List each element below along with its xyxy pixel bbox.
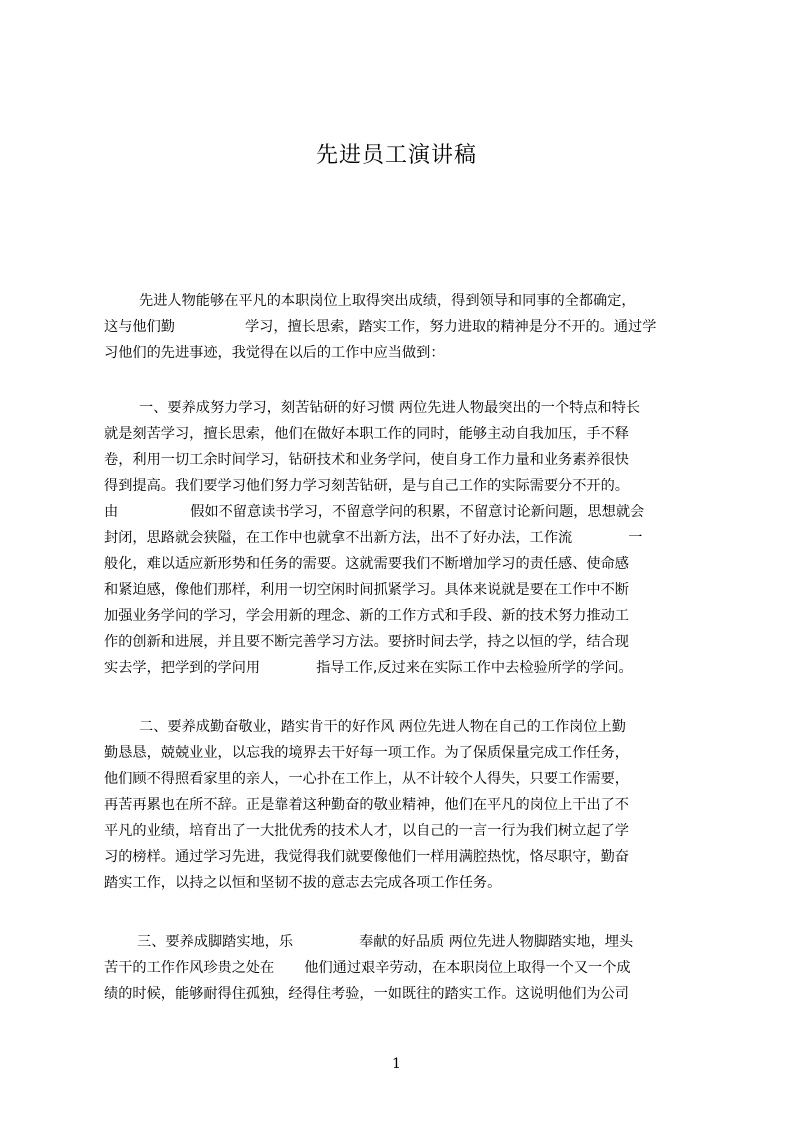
text-line: 就是刻苦学习，擅长思索，他们在做好本职工作的同时，能够主动自我加压，手不释: [104, 426, 629, 442]
text-line: 勤恳恳，兢兢业业，以忘我的境界去干好每一项工作。为了保质保量完成工作任务，: [104, 745, 629, 761]
text-line: 得到提高。我们要学习他们努力学习刻苦钻研，是与自己工作的实际需要分不开的。: [104, 478, 629, 494]
text-line: 习的榜样。通过学习先进，我觉得我们就要像他们一样用满腔热忱，恪尽职守，勤奋: [104, 849, 629, 865]
text-line: 卷，利用一切工余时间学习，钻研技术和业务学问，使自身工作力量和业务素养很快: [104, 452, 629, 468]
text-line: 封闭，思路就会狭隘，在工作中也就拿不出新方法，出不了好办法，工作流 一: [104, 530, 643, 546]
page-number: 1: [392, 1056, 401, 1072]
text-line: 加强业务学问的学习，学会用新的理念、新的工作方式和手段、新的技术努力推动工: [104, 608, 629, 624]
text-line: 平凡的业绩，培育出了一大批优秀的技术人才，以自己的一言一行为我们树立起了学: [104, 823, 629, 839]
text-line: 踏实工作，以持之以恒和坚韧不拔的意志去完成各项工作任务。: [104, 875, 502, 891]
text-line: 一、要养成努力学习，刻苦钻研的好习惯 两位先进人物最突出的一个特点和特长: [139, 400, 641, 416]
text-line: 这与他们勤 学习，擅长思索，踏实工作，努力进取的精神是分不开的。通过学: [104, 319, 657, 335]
text-line: 他们顾不得照看家里的亲人，一心扑在工作上，从不计较个人得失，只要工作需要，: [104, 771, 629, 787]
text-line: 二、要养成勤奋敬业，踏实肯干的好作风 两位先进人物在自己的工作岗位上勤: [139, 719, 626, 735]
document-title: 先进员工演讲稿: [315, 143, 477, 168]
text-line: 由 假如不留意读书学习，不留意学问的积累，不留意讨论新问题，思想就会: [104, 504, 645, 520]
text-line: 苦干的工作作风珍贵之处在 他们通过艰辛劳动，在本职岗位上取得一个又一个成: [104, 960, 631, 976]
text-line: 绩的时候，能够耐得住孤独，经得住考验，一如既往的踏实工作。这说明他们为公司: [104, 986, 629, 1002]
text-line: 般化，难以适应新形势和任务的需要。这就需要我们不断增加学习的责任感、使命感: [104, 556, 629, 572]
text-line: 习他们的先进事迹，我觉得在以后的工作中应当做到：: [104, 345, 445, 361]
text-line: 先进人物能够在平凡的本职岗位上取得突出成绩，得到领导和同事的全都确定，: [139, 293, 636, 309]
text-line: 作的创新和进展，并且要不断完善学习方法。要挤时间去学，持之以恒的学，结合现: [104, 634, 629, 650]
text-line: 和紧迫感，像他们那样，利用一切空闲时间抓紧学习。具体来说就是要在工作中不断: [104, 582, 629, 598]
text-line: 实去学，把学到的学问用 指导工作,反过来在实际工作中去检验所学的学问。: [104, 660, 633, 676]
text-line: 再苦再累也在所不辞。正是靠着这种勤奋的敬业精神，他们在平凡的岗位上干出了不: [104, 797, 629, 813]
text-line: 三、要养成脚踏实地，乐 奉献的好品质 两位先进人物脚踏实地，埋头: [137, 934, 634, 950]
